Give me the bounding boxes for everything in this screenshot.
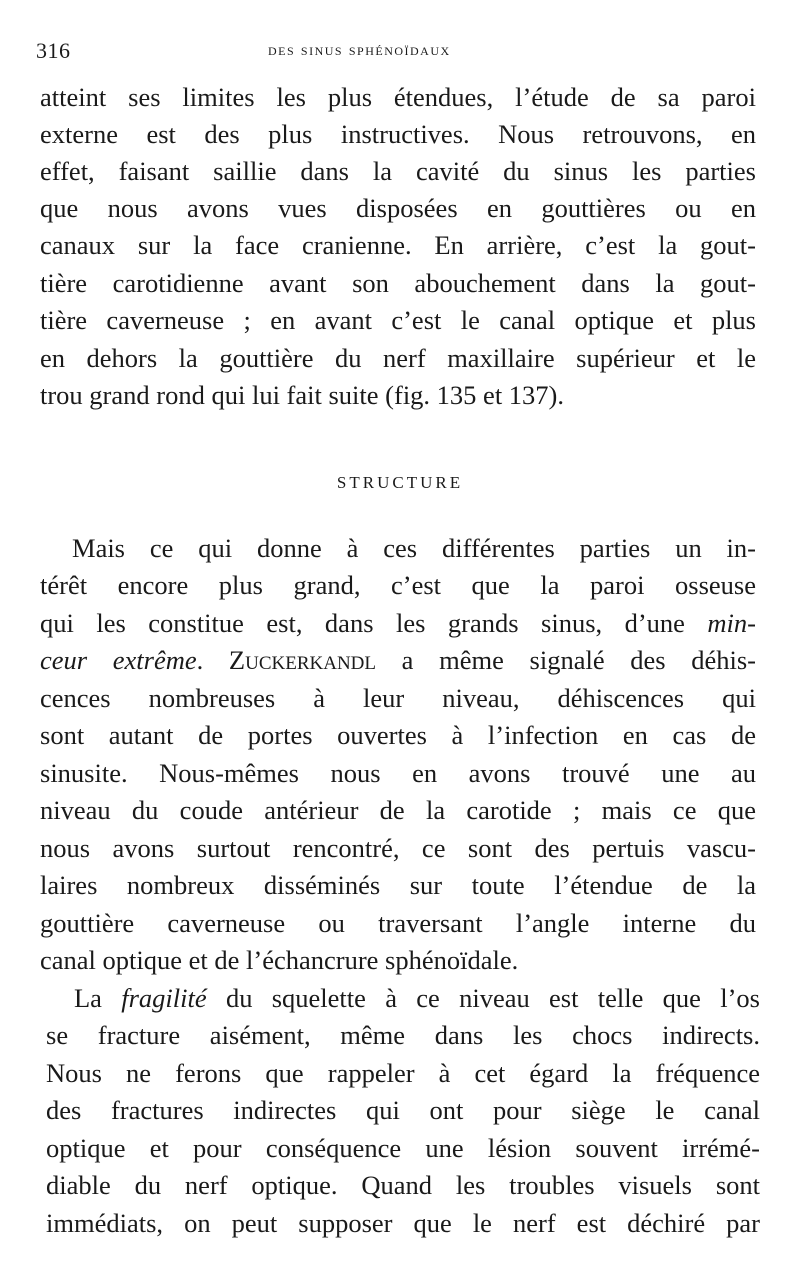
italic-span: min- <box>707 608 756 638</box>
text-line: optique et pour conséquence une lésion souvent irrémé- <box>46 1133 760 1163</box>
text-line: sinusite. Nous-mêmes nous en avons trouvé une au <box>40 758 756 788</box>
text-line: se fracture aisément, même dans les chocs indirects. <box>46 1020 760 1050</box>
text-span: La <box>74 983 122 1013</box>
running-head <box>36 38 766 68</box>
author-name: Zuckerkandl <box>228 645 376 675</box>
text-line <box>40 643 756 677</box>
text-span: a même signalé des déhis- <box>376 645 756 675</box>
italic-span: ceur extrême <box>40 645 197 675</box>
text-line <box>74 981 760 1015</box>
italic-span: fragilité <box>121 983 207 1013</box>
text-line: externe est des plus instructives. Nous retrouvons, en <box>40 119 756 149</box>
text-line: atteint ses limites les plus étendues, l’étude de sa paroi <box>40 82 756 112</box>
text-line: que nous avons vues disposées en gouttières ou en <box>40 193 756 223</box>
text-span: du squelette à ce niveau est telle que l’os <box>206 983 760 1013</box>
page-number: 316 <box>36 38 71 63</box>
text-line: trou grand rond qui lui fait suite (fig. 135 et 137). <box>40 380 565 410</box>
text-line: diable du nerf optique. Quand les troubles visuels sont <box>46 1170 760 1200</box>
text-line: cences nombreuses à leur niveau, déhiscences qui <box>40 683 756 713</box>
running-title: des sinus sphénoïdaux <box>268 40 451 59</box>
text-span: . <box>196 645 229 675</box>
text-line: tière caverneuse ; en avant c’est le canal optique et plus <box>40 305 756 335</box>
text-line: sont autant de portes ouvertes à l’infection en cas de <box>40 720 756 750</box>
text-line: canal optique et de l’échancrure sphénoïdale. <box>40 945 519 975</box>
text-line <box>40 606 756 640</box>
text-line: laires nombreux disséminés sur toute l’étendue de la <box>40 870 756 900</box>
text-line: effet, faisant saillie dans la cavité du sinus les parties <box>40 156 756 186</box>
text-line: gouttière caverneuse ou traversant l’angle interne du <box>40 908 756 938</box>
text-line: nous avons surtout rencontré, ce sont des pertuis vascu- <box>40 833 756 863</box>
text-line: tière carotidienne avant son abouchement dans la gout- <box>40 268 756 298</box>
text-line: Nous ne ferons que rappeler à cet égard la fréquence <box>46 1058 760 1088</box>
text-line: immédiats, on peut supposer que le nerf est déchiré par <box>46 1208 760 1238</box>
text-line: en dehors la gouttière du nerf maxillaire supérieur et le <box>40 343 756 373</box>
text-line: canaux sur la face cranienne. En arrière, c’est la gout- <box>40 230 756 260</box>
text-line: térêt encore plus grand, c’est que la paroi osseuse <box>40 570 756 600</box>
text-span: qui les constitue est, dans les grands sinus, d’une <box>40 608 708 638</box>
text-line: des fractures indirectes qui ont pour siège le canal <box>46 1095 760 1125</box>
section-heading: STRUCTURE <box>336 473 464 492</box>
text-line: niveau du coude antérieur de la carotide ; mais ce que <box>40 795 756 825</box>
text-line: Mais ce qui donne à ces différentes parties un in- <box>72 533 756 563</box>
